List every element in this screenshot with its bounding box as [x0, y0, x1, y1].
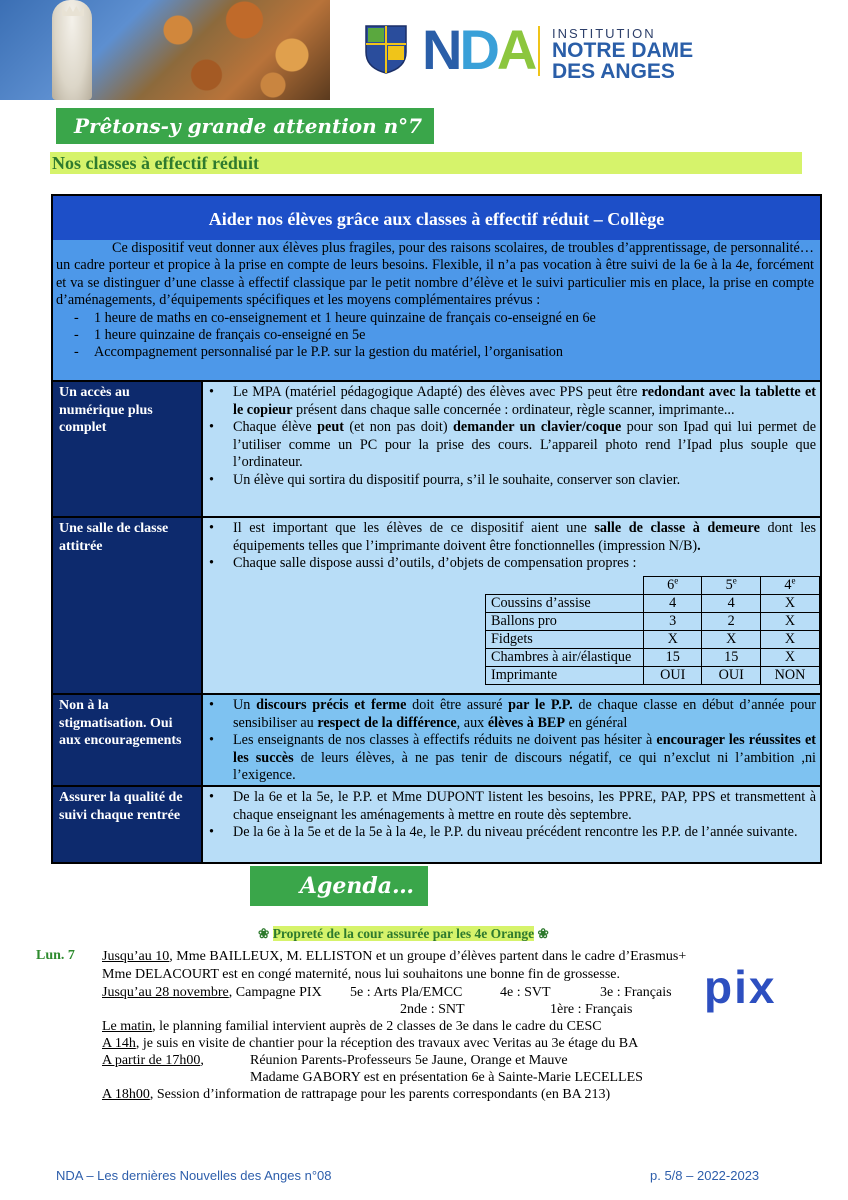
- table-row: Fidgets X X X: [486, 631, 820, 649]
- agenda-line: A 14h, je suis en visite de chantier pour la réception des travaux avec Veritas au 3e étage du BA: [102, 1036, 639, 1051]
- bullet-item: • Chaque élève peut (et non pas doit) demander un clavier/coque pour son Ipad qui lui permet de l’utiliser comme un PC pour la prise des cours. L’appareil photo rend l’Ipad plus souple que l’ordinateur.: [233, 419, 816, 472]
- intro-list: [56, 310, 814, 362]
- compensation-table: [485, 576, 820, 685]
- row-content-numerique: [203, 382, 820, 516]
- row-label-numerique: Un accès au numérique plus complet: [53, 382, 201, 516]
- agenda-line: Jusqu’au 28 novembre, Campagne PIX: [102, 985, 322, 1000]
- agenda-pix-2nde: 2nde : SNT: [400, 1002, 465, 1017]
- intro-paragraph: Ce dispositif veut donner aux élèves plus fragiles, pour des raisons scolaires, de troubles d’apprentissage, de personnalité… un cadre porteur et propice à la prise en compte de leurs besoins. Flexible, il n’a pas vocation à être suivi de la 6e à la 4e, forcément et va se distinguer d’une classe à effectif classique par le petit nombre d’élève et le suivi particulier mis en place, la prise en compte d’aménagements, d’équipements spécifiques et les moyens complémentaires prévus :: [56, 240, 814, 309]
- agenda-pix-4e: 4e : SVT: [500, 985, 551, 1000]
- agenda-line: A 18h00, Session d’information de rattrapage pour les parents correspondants (en BA 213): [102, 1087, 611, 1102]
- intro-item: - 1 heure de maths en co-enseignement et 1 heure quinzaine de français co-enseigné en 6e: [94, 310, 814, 327]
- agenda-line: Réunion Parents-Professeurs 5e Jaune, Orange et Mauve: [250, 1053, 568, 1068]
- header-cell: 4e: [760, 577, 819, 595]
- intro-item: - 1 heure quinzaine de français co-enseigné en 5e: [94, 327, 814, 344]
- logo-line-2: DES ANGES: [552, 60, 675, 83]
- bullet-item: • Un discours précis et ferme doit être assuré par le P.P. de chaque classe en début d’année pour sensibiliser au respect de la différence, aux élèves à BEP en général: [233, 697, 816, 732]
- footer-title: NDA – Les dernières Nouvelles des Anges n°08: [56, 1168, 332, 1183]
- flower-icon: ❀: [258, 926, 273, 941]
- bullet-item: • Un élève qui sortira du dispositif pourra, s’il le souhaite, conserver son clavier.: [233, 472, 816, 490]
- section-banner: Prêtons-y grande attention n°7: [56, 108, 434, 144]
- agenda-pix-5e: 5e : Arts Pla/EMCC: [350, 985, 463, 1000]
- flower-icon: ❀: [534, 926, 549, 941]
- classes-table: [51, 194, 822, 864]
- agenda-day: Lun. 7: [36, 948, 75, 963]
- table-heading: Aider nos élèves grâce aux classes à effectif réduit – Collège: [53, 196, 820, 240]
- nda-logo: NDA: [422, 18, 535, 81]
- autumn-leaves-image: [140, 0, 330, 100]
- row-label-suivi: Assurer la qualité de suivi chaque rentrée: [53, 787, 201, 862]
- proprete-line: [258, 926, 549, 942]
- table-row: Ballons pro 3 2 X: [486, 613, 820, 631]
- footer-page: p. 5/8 – 2022-2023: [650, 1168, 760, 1183]
- table-intro: [53, 240, 820, 380]
- agenda-pix-1ere: 1ère : Français: [550, 1002, 633, 1017]
- row-label-stigmatisation: Non à la stigmatisation. Oui aux encouragements: [53, 695, 201, 785]
- agenda-line: A partir de 17h00,: [102, 1053, 204, 1068]
- bullet-item: • Le MPA (matériel pédagogique Adapté) des élèves avec PPS peut être redondant avec la tablette et le copieur présent dans chaque salle concernée : ordinateur, règle scanner, imprimante...: [233, 384, 816, 419]
- pix-logo: pix: [704, 961, 777, 1013]
- header-cell: 5e: [702, 577, 761, 595]
- row-content-salle: [203, 518, 820, 693]
- table-row: Coussins d’assise 4 4 X: [486, 595, 820, 613]
- logo-school-name: [552, 40, 693, 82]
- row-content-suivi: [203, 787, 820, 862]
- table-row: Imprimante OUI OUI NON: [486, 667, 820, 685]
- agenda-line: Le matin, le planning familial intervient auprès de 2 classes de 3e dans le cadre du CESC: [102, 1019, 602, 1034]
- agenda-line: Mme DELACOURT est en congé maternité, nous lui souhaitons une bonne fin de grossesse.: [102, 967, 620, 982]
- agenda-banner: Agenda…: [250, 866, 428, 906]
- agenda-line: Jusqu’au 10, Mme BAILLEUX, M. ELLISTON et un groupe d’élèves partent dans le cadre d’Erasmus+: [102, 949, 687, 964]
- bullet-item: • Chaque salle dispose aussi d’outils, d’objets de compensation propres :: [233, 555, 816, 573]
- row-label-salle: Une salle de classe attitrée: [53, 518, 201, 693]
- table-header-row: [486, 577, 820, 595]
- intro-item: - Accompagnement personnalisé par le P.P. sur la gestion du matériel, l’organisation: [94, 344, 814, 361]
- proprete-text: Propreté de la cour assurée par les 4e Orange: [272, 926, 535, 941]
- bullet-item: • Les enseignants de nos classes à effectifs réduits ne doivent pas hésiter à encourager les réussites et les succès de leurs élèves, à ne pas tenir de discours négatif, ce qui n’exclut ni l’ambition ,ni l’exigence.: [233, 732, 816, 785]
- logo-institution-label: INSTITUTION: [552, 26, 656, 41]
- logo-divider: [538, 26, 540, 76]
- header-cell: 6e: [643, 577, 702, 595]
- bullet-item: • Il est important que les élèves de ce dispositif aient une salle de classe à demeure dont les équipements telles que l’imprimante doivent être fonctionnelles (impression N/B).: [233, 520, 816, 555]
- bullet-item: • De la 6e à la 5e et de la 5e à la 4e, le P.P. du niveau précédent rencontre les P.P. de l’année suivante.: [233, 824, 816, 842]
- section-subtitle: Nos classes à effectif réduit: [50, 152, 802, 174]
- agenda-line: Madame GABORY est en présentation 6e à Sainte-Marie LECELLES: [250, 1070, 643, 1085]
- header-photo: [0, 0, 330, 100]
- logo-line-1: NOTRE DAME: [552, 39, 694, 62]
- crest-icon: [364, 24, 408, 74]
- row-content-stigmatisation: [203, 695, 820, 785]
- agenda-pix-3e: 3e : Français: [600, 985, 672, 1000]
- bullet-item: • De la 6e et la 5e, le P.P. et Mme DUPONT listent les besoins, les PPRE, PAP, PPS et transmettent à chaque enseignant les aménagements à mettre en route dès septembre.: [233, 789, 816, 824]
- table-row: Chambres à air/élastique 15 15 X: [486, 649, 820, 667]
